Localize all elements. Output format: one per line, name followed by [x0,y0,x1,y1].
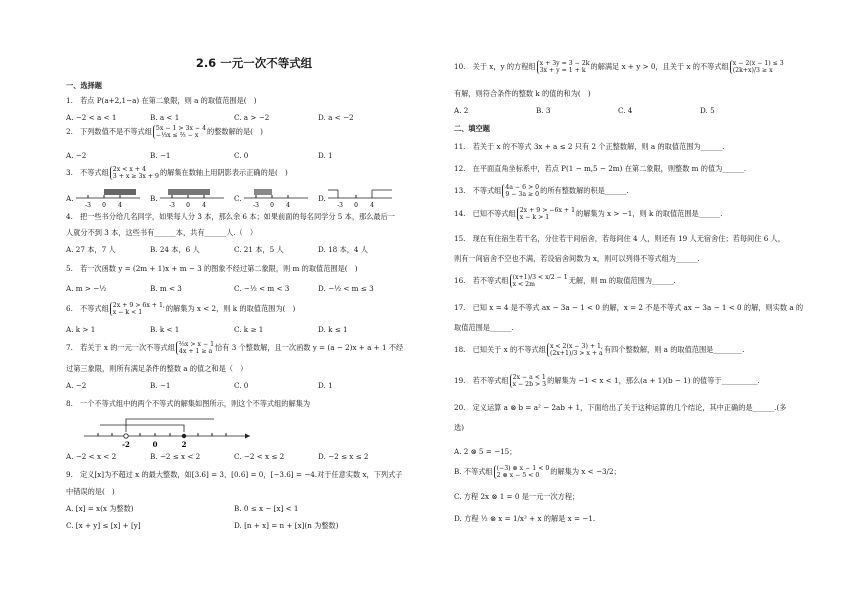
options-2 [66,151,442,162]
inequality-system: ⅔x > x − 1 4x + 1 ≥ a [176,341,214,355]
option: A. 2 [454,106,469,115]
options-6 [66,325,442,336]
question-10 [454,60,804,74]
option: B. 24 本，6 人 [150,245,200,254]
question-10-line2: 有解，则符合条件的整数 k 的值的和为( ) [454,89,591,98]
question-11: 11. 若关于 x 的不等式 3x + a ≤ 2 只有 2 个正整数解，则 a 的取值范围为______. [454,142,725,151]
options-9-row2 [66,521,442,532]
inequality-system: (−3) ⊗ x − 1 < 0 2 ⊗ x − 5 < 0 [494,465,550,479]
option: C. a > −2 [234,113,270,122]
option: B. a < 1 [150,113,180,122]
inequality-system: 2x − a < 1 x − 2b > 3 [510,374,547,388]
svg-text:-3: -3 [169,202,175,209]
svg-text:0: 0 [354,202,358,209]
question-13: 13. 不等式组 4a − 6 > 0 9 − 3a ≥ 0 的所有整数解的积是______. [454,184,629,199]
option: C. −2 < x ≤ 2 [234,452,285,461]
question-15-line1: 15. 现在有住宿生若干名，分住若干间宿舍，若每间住 4 人，则还有 19 人无宿舍住；若每间住 6 人， [454,234,785,243]
option: C. 0 [234,151,249,160]
question-7 [66,341,442,355]
svg-text:-3: -3 [253,202,259,209]
question-15-line2: 则有一间宿舍不空也不满，若设宿舍间数为 x，则可以列得不等式组为______. [454,254,700,263]
option: D. 18 本，4 人 [318,245,368,254]
option: D. −2 ≤ x ≤ 2 [318,452,369,461]
option: B. −1 [150,151,171,160]
question-17-line1: 17. 已知 x = 4 是不等式 ax − 3a − 1 < 0 的解，x = 2 不是不等式 ax − 3a − 1 < 0 的解，则实数 a 的 [454,303,804,312]
option: B. [150,194,158,203]
question-text: 的整数解的是( ) [207,127,263,137]
option: C. 0 [234,381,249,390]
option: C. 4 [618,106,633,115]
option: A. 27 本，7 人 [66,245,116,254]
question-16: 16. 若不等式组 (x+1)/3 < x/2 − 1 x < 2m 无解，则 m 的取值范围为______. [454,274,676,289]
inequality-system: 4a − 6 > 0 9 − 3a ≥ 0 [502,184,539,198]
option: A. m > −½ [66,284,107,293]
question-text: 2. 下列数值不是不等式组 [66,127,152,137]
number-line-a [74,186,142,210]
question-6 [66,302,442,316]
question-text: 6. 不等式组 [66,304,109,314]
question-7-line2: 过第三象限，则所有满足条件的整数 a 的值之和是（ ） [66,364,248,373]
option: A. −2 < a < 1 [66,113,117,122]
question-4-line1: 4. 把一些书分给几名同学，如果每人分 3 本，那么余 6 本；如果前面的每名同学分 5 本，那么最后一 [66,212,395,221]
option: D. k ≤ 1 [318,325,348,334]
page-title: 2.6 一元一次不等式组 [195,56,313,70]
right-column [454,0,804,608]
number-line-b [158,186,226,210]
option: B. 0 ≤ x − [x] < 1 [234,504,299,513]
question-12: 12. 在平面直角坐标系中，若点 P(1 − m,5 − 2m) 在第二象限，则整数 m 的值为______. [454,164,747,173]
question-20-option-a: A. 2 ⊗ 5 = −15； [454,447,517,456]
svg-text:2: 2 [181,440,187,449]
svg-text:4: 4 [370,202,374,209]
option: D. 5 [700,106,715,115]
option: B. m < 3 [150,284,182,293]
question-17-line2: 取值范围是______. [454,323,514,332]
question-20-option-b: B. 不等式组 (−3) ⊗ x − 1 < 0 2 ⊗ x − 5 < 0 的解集为 x < −3/2； [454,465,621,480]
option: D. 1 [318,381,333,390]
option: B. −1 [150,381,171,390]
options-4 [66,245,442,256]
question-text: 10. 关于 x，y 的方程组 [454,62,536,72]
option: D. [n + x] = n + [x](n 为整数) [234,521,339,530]
question-text: 的解集在数轴上用阴影表示正确的是( ) [159,168,288,178]
question-text: 恰有 3 个整数解，且一次函数 y = (a − 2)x + a + 1 不经 [215,343,404,353]
svg-text:-3: -3 [85,202,91,209]
inequality-system: (x+1)/3 < x/2 − 1 x < 2m [510,274,568,288]
svg-text:0: 0 [102,202,106,209]
number-line-q8 [80,412,260,450]
section-choice: 一、选择题 [66,81,102,90]
question-text: 7. 若关于 x 的一元一次不等式组 [66,343,175,353]
options-3 [66,186,442,212]
svg-text:-2: -2 [122,440,130,449]
option: B. k < 1 [150,325,180,334]
question-20-option-d: D. 方程 ½ ⊗ x = 1/x² + x 的解是 x = −1. [454,514,596,523]
question-4-line2: 人就分不到 3 本，这些书有______本，共有______人.（ ） [66,228,258,237]
question-5: 5. 若一次函数 y = (2m + 1)x + m − 3 的图象不经过第二象限，则 m 的取值范围是( ) [66,264,358,273]
number-line-d [326,186,394,210]
svg-text:4: 4 [202,202,206,209]
option: A. k > 1 [66,325,96,334]
question-20-line1: 20. 定义运算 a ⊗ b = a² − 2ab + 1，下面给出了关于这种运算的几个结论，其中正确的是______.(多 [454,403,787,412]
options-8 [66,452,442,463]
options-1 [66,113,442,124]
svg-text:4: 4 [286,202,290,209]
section-fill: 二、填空题 [454,124,490,133]
inequality-system: 2x + 9 > −6x + 1 x − k > 1 [517,207,575,221]
svg-text:0: 0 [152,440,158,449]
option: C. −½ < m < 3 [234,284,290,293]
equation-system: x + 3y = 3 − 2k 3x + y = 1 + k [537,60,590,74]
svg-text:0: 0 [270,202,274,209]
inequality-system: x < 2(x − 3) + 1, (2x+1)/3 > x + a [547,343,603,357]
inequality-system: x − 2(x − 1) ≤ 3 (2k+x)/3 ≥ x [730,60,784,74]
options-7 [66,381,442,392]
option: D. a < −2 [318,113,354,122]
svg-text:4: 4 [118,202,122,209]
left-column [66,0,442,608]
question-18: 18. 已知关于 x 的不等式组 x < 2(x − 3) + 1, (2x+1)/3 > x + a 有四个整数解，则 a 的取值范围是________. [454,343,745,358]
option: C. 21 本，5 人 [234,245,284,254]
svg-text:-3: -3 [337,202,343,209]
svg-text:0: 0 [186,202,190,209]
options-10 [454,106,804,117]
option: A. [66,194,74,203]
option: A. −2 < x < 2 [66,452,117,461]
inequality-system: 2x < x + 4 3 + x ≥ 3x + 9 [110,166,159,180]
number-line-c [242,186,310,210]
inequality-system: 5x − 1 > 3x − 4 −⅓x ≤ ⅔ − x [153,125,206,139]
question-3 [66,166,442,180]
options-9-row1 [66,504,442,515]
question-9-line1: 9. 定义[x]为不超过 x 的最大整数，如[3.6] = 3，[0.6] = 0，[−3.6] = −4.对于任意实数 x，下列式子 [66,470,403,479]
option: A. −2 [66,151,87,160]
option: B. 3 [536,106,551,115]
option: D. [318,194,326,203]
option: C. [234,194,242,203]
option: C. [x + y] ≤ [x] + [y] [66,521,141,530]
inequality-system: 2x + 9 > 6x + 1, x − k < 1 [110,302,165,316]
question-text: 的解集为 x < 2，则 k 的取值范围为( ) [165,304,296,314]
question-20-line2: 选) [454,423,464,432]
option: B. −2 ≤ x < 2 [150,452,201,461]
question-14: 14. 已知不等式组 2x + 9 > −6x + 1 x − k > 1 的解集为 x > −1，则 k 的取值范围是______. [454,207,723,222]
option: C. k ≥ 1 [234,325,264,334]
question-20-option-c: C. 方程 2x ⊗ 1 = 0 是一元一次方程； [454,492,580,501]
option: A. −2 [66,381,87,390]
options-5 [66,284,442,295]
question-text: 的解满足 x + y > 0，且关于 x 的不等式组 [590,62,729,72]
option: D. 1 [318,151,333,160]
question-9-line2: 中错误的是( ) [66,487,115,496]
question-19: 19. 若不等式组 2x − a < 1 x − 2b > 3 的解集为 −1 < x < 1，那么(a + 1)(b − 1) 的值等于__________. [454,374,760,389]
question-8: 8. 一个不等式组中的两个不等式的解集如图所示，则这个不等式组的解集为 [66,399,311,408]
question-text: 3. 不等式组 [66,168,109,178]
question-1: 1. 若点 P(a+2,1−a) 在第二象限，则 a 的取值范围是( ) [66,96,257,105]
question-2 [66,125,442,139]
option: A. [x] = x(x 为整数) [66,504,134,513]
option: D. −½ < m ≤ 3 [318,284,374,293]
